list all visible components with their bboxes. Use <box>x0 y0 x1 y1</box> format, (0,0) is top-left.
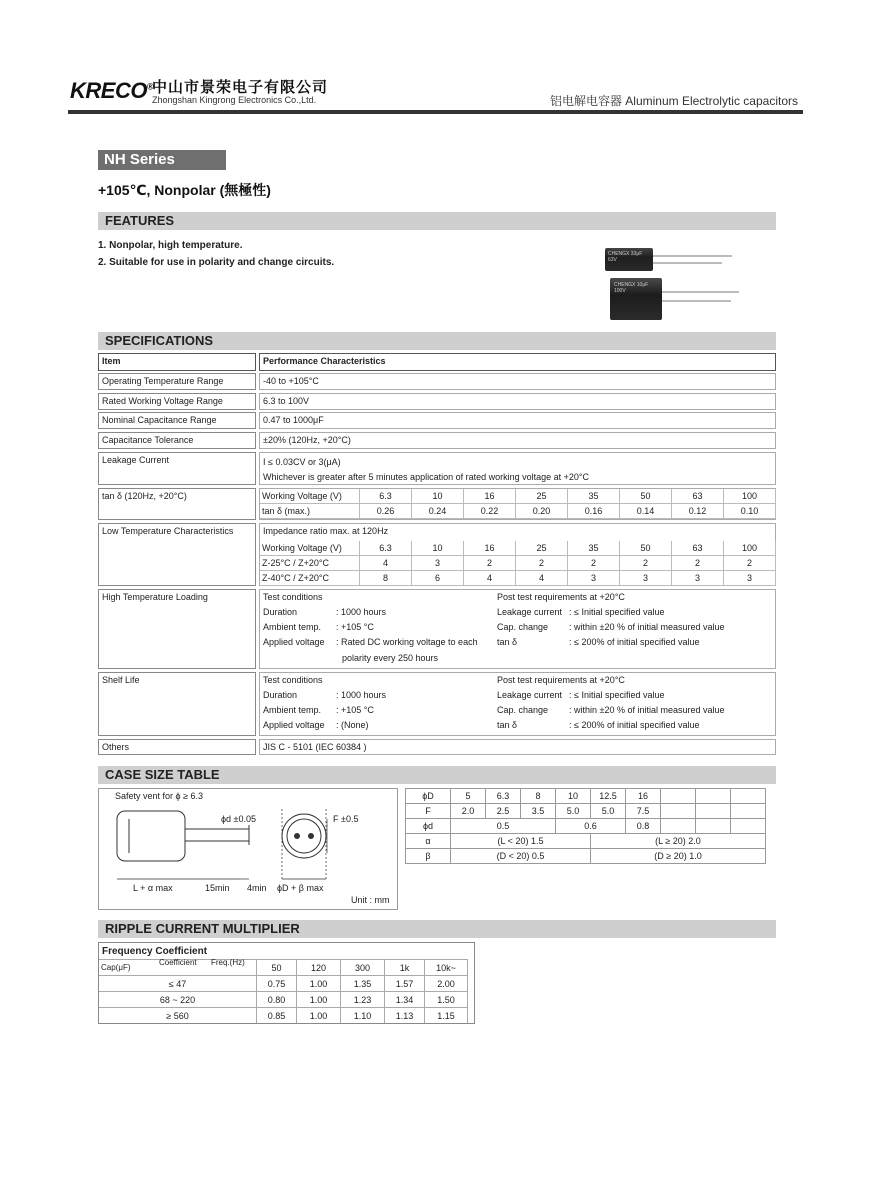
size-cell <box>696 819 731 834</box>
spec-label: Capacitance Tolerance <box>98 432 256 449</box>
ripple-corner-cell <box>99 959 257 975</box>
size-cell: 2.5 <box>486 804 521 819</box>
feature-item: 2. Suitable for use in polarity and change circuits. <box>98 257 335 268</box>
size-cell <box>731 789 766 804</box>
impedance-cell: 6.3 <box>360 541 412 556</box>
size-cell: 7.5 <box>626 804 661 819</box>
safety-vent-note: Safety vent for ϕ ≥ 6.3 <box>115 791 204 801</box>
cap-change-value: : within ±20 % of initial measured value <box>569 705 725 715</box>
impedance-cell: 2 <box>620 556 672 571</box>
impedance-cell: 2 <box>568 556 620 571</box>
spec-label: Leakage Current <box>98 452 256 485</box>
lead-min-4: 4min <box>247 883 267 893</box>
cap-range-cell: ≥ 560 <box>99 1007 257 1023</box>
impedance-cell: 2 <box>724 556 776 571</box>
spec-value: -40 to +105°C <box>259 373 776 390</box>
size-cell: 8 <box>521 789 556 804</box>
spec-label: High Temperature Loading <box>98 589 256 669</box>
low-temp-table <box>259 523 776 586</box>
tan-cell: 10 <box>412 489 464 504</box>
low-temp-grid <box>260 541 776 586</box>
spec-row-low-temp <box>98 523 776 586</box>
spec-row <box>98 393 776 410</box>
applied-value: : (None) <box>336 720 369 730</box>
duration-label: Duration <box>263 607 298 617</box>
impedance-row-label: Z-40°C / Z+20°C <box>260 571 360 586</box>
capacitor-photo-small <box>605 248 653 271</box>
ambient-label: Ambient temp. <box>263 622 322 632</box>
impedance-cell: 3 <box>568 571 620 586</box>
spec-value <box>259 452 776 485</box>
multiplier-cell: 1.35 <box>341 975 385 991</box>
case-size-heading: CASE SIZE TABLE <box>98 766 776 784</box>
size-cell <box>731 804 766 819</box>
tan-cell: 0.10 <box>724 504 776 519</box>
brand-name: KRECO <box>70 78 147 103</box>
tan-label: tan δ <box>497 637 518 647</box>
size-cell: 10 <box>556 789 591 804</box>
spec-label: Nominal Capacitance Range <box>98 412 256 429</box>
duration-value: : 1000 hours <box>336 607 387 617</box>
spec-label: Rated Working Voltage Range <box>98 393 256 410</box>
load-conditions <box>259 589 776 669</box>
size-cell <box>696 804 731 819</box>
applied-label: Applied voltage <box>263 720 325 730</box>
spec-row-others <box>98 739 776 755</box>
size-cell: (D ≥ 20) 1.0 <box>591 849 766 864</box>
capacitor-photo-large <box>610 278 662 320</box>
freq-axis-label: Freq.(Hz) <box>211 958 245 967</box>
brand-logo <box>70 78 153 104</box>
size-row-label: α <box>406 834 451 849</box>
tan-cell: 35 <box>568 489 620 504</box>
impedance-cell: 16 <box>464 541 516 556</box>
test-conditions-label: Test conditions <box>263 675 323 685</box>
cap-axis-label: Cap(μF) <box>101 963 131 972</box>
impedance-cell: 3 <box>412 556 464 571</box>
capacitor-print: CHENGX 10μF 100V <box>614 282 649 294</box>
size-cell: 12.5 <box>591 789 626 804</box>
post-test-label: Post test requirements at +20°C <box>497 592 625 602</box>
size-row-label: F <box>406 804 451 819</box>
capacitor-lead <box>661 291 739 293</box>
size-cell <box>661 804 696 819</box>
size-cell: 16 <box>626 789 661 804</box>
impedance-cell: 63 <box>672 541 724 556</box>
duration-label: Duration <box>263 690 298 700</box>
tan-cell: 50 <box>620 489 672 504</box>
multiplier-cell: 1.34 <box>385 991 425 1007</box>
tan-delta-grid <box>260 489 776 519</box>
multiplier-cell: 0.80 <box>257 991 297 1007</box>
capacitor-print: CHENGX 33μF 63V <box>608 251 643 263</box>
cap-change-value: : within ±20 % of initial measured value <box>569 622 725 632</box>
size-cell: (L < 20) 1.5 <box>451 834 591 849</box>
size-cell <box>661 789 696 804</box>
tan-cell: 0.26 <box>360 504 412 519</box>
freq-header-cell: 50 <box>257 959 297 975</box>
multiplier-cell: 2.00 <box>425 975 468 991</box>
size-row-label: ϕD <box>406 789 451 804</box>
capacitor-lead <box>652 255 732 257</box>
size-cell: 6.3 <box>486 789 521 804</box>
size-row-label: ϕd <box>406 819 451 834</box>
impedance-cell: 4 <box>360 556 412 571</box>
unit-label: Unit : mm <box>351 895 390 905</box>
length-label: L + α max <box>133 883 173 893</box>
impedance-cell: 3 <box>724 571 776 586</box>
impedance-cell: 35 <box>568 541 620 556</box>
tan-delta-table <box>259 488 776 520</box>
impedance-cell: 3 <box>672 571 724 586</box>
tan-cell: 0.22 <box>464 504 516 519</box>
case-dimension-diagram <box>98 788 398 910</box>
impedance-cell: 2 <box>464 556 516 571</box>
impedance-cell: 3 <box>620 571 672 586</box>
size-cell: 0.5 <box>451 819 556 834</box>
multiplier-cell: 1.50 <box>425 991 468 1007</box>
header-divider <box>68 110 803 114</box>
lead-spacing-tolerance: F ±0.5 <box>333 814 359 824</box>
multiplier-cell: 1.00 <box>297 991 341 1007</box>
document-title: 铝电解电容器 Aluminum Electrolytic capacitors <box>549 94 798 108</box>
post-test-label: Post test requirements at +20°C <box>497 675 625 685</box>
size-cell: (D < 20) 0.5 <box>451 849 591 864</box>
size-cell <box>696 789 731 804</box>
frequency-coefficient-title: Frequency Coefficient <box>102 946 208 957</box>
cap-change-label: Cap. change <box>497 705 549 715</box>
spec-value: 6.3 to 100V <box>259 393 776 410</box>
size-cell: 5 <box>451 789 486 804</box>
company-name-en: Zhongshan Kingrong Electronics Co.,Ltd. <box>152 95 317 105</box>
cap-range-cell: ≤ 47 <box>99 975 257 991</box>
size-row-label: β <box>406 849 451 864</box>
tan-cell: 100 <box>724 489 776 504</box>
size-cell: 0.8 <box>626 819 661 834</box>
size-cell: 3.5 <box>521 804 556 819</box>
impedance-row-label: Z-25°C / Z+20°C <box>260 556 360 571</box>
lead-min-15: 15min <box>205 883 230 893</box>
tan-cell: 0.14 <box>620 504 672 519</box>
coefficient-label: Coefficient <box>159 958 197 967</box>
series-subtitle: +105℃, Nonpolar (無極性) <box>98 182 271 198</box>
item-header: Item <box>98 353 256 371</box>
tan-cell: 0.20 <box>516 504 568 519</box>
spec-label: Low Temperature Characteristics <box>98 523 256 586</box>
spec-label: Others <box>98 739 256 755</box>
multiplier-cell: 0.75 <box>257 975 297 991</box>
leakage-value: : ≤ Initial specified value <box>569 607 665 617</box>
freq-header-cell: 1k <box>385 959 425 975</box>
spec-row <box>98 432 776 449</box>
leakage-formula: I ≤ 0.03CV or 3(μA) <box>263 457 341 467</box>
size-cell <box>731 819 766 834</box>
impedance-cell: 6 <box>412 571 464 586</box>
tan-cell: 16 <box>464 489 516 504</box>
leakage-note: Whichever is greater after 5 minutes application of rated working voltage at +20°C <box>263 472 590 482</box>
feature-item: 1. Nonpolar, high temperature. <box>98 240 243 251</box>
spec-row <box>98 412 776 429</box>
spec-value: 0.47 to 1000μF <box>259 412 776 429</box>
ambient-label: Ambient temp. <box>263 705 322 715</box>
leakage-label: Leakage current <box>497 607 563 617</box>
impedance-cell: 10 <box>412 541 464 556</box>
lead-diameter-tolerance: ϕd ±0.05 <box>221 814 257 824</box>
ambient-value: : +105 °C <box>336 622 374 632</box>
tan-value: : ≤ 200% of initial specified value <box>569 720 700 730</box>
company-name-cn: 中山市景荣电子有限公司 <box>152 79 329 96</box>
tan-label: tan δ <box>497 720 518 730</box>
spec-row-leakage <box>98 452 776 485</box>
registered-mark: ® <box>146 81 154 92</box>
impedance-cell: 2 <box>516 556 568 571</box>
multiplier-cell: 0.85 <box>257 1007 297 1023</box>
tan-cell: 6.3 <box>360 489 412 504</box>
freq-header-cell: 300 <box>341 959 385 975</box>
multiplier-cell: 1.23 <box>341 991 385 1007</box>
impedance-row-label: Working Voltage (V) <box>260 541 360 556</box>
capacitor-lead <box>661 300 731 302</box>
impedance-cell: 4 <box>464 571 516 586</box>
impedance-cell: 50 <box>620 541 672 556</box>
features-list <box>98 237 334 271</box>
test-conditions-label: Test conditions <box>263 592 323 602</box>
tan-value: : ≤ 200% of initial specified value <box>569 637 700 647</box>
freq-header-cell: 120 <box>297 959 341 975</box>
multiplier-cell: 1.15 <box>425 1007 468 1023</box>
spec-value: JIS C - 5101 (IEC 60384 ) <box>259 739 776 755</box>
tan-cell: 25 <box>516 489 568 504</box>
features-heading: FEATURES <box>98 212 776 230</box>
ripple-grid <box>99 959 474 1023</box>
spec-header-row <box>98 353 776 371</box>
tan-cell: 0.12 <box>672 504 724 519</box>
spec-label: tan δ (120Hz, +20°C) <box>98 488 256 520</box>
tan-cell: 63 <box>672 489 724 504</box>
shelf-conditions <box>259 672 776 736</box>
tan-row-label: tan δ (max.) <box>260 504 360 519</box>
impedance-title: Impedance ratio max. at 120Hz <box>263 526 389 536</box>
multiplier-cell: 1.10 <box>341 1007 385 1023</box>
spec-label: Operating Temperature Range <box>98 373 256 390</box>
specifications-heading: SPECIFICATIONS <box>98 332 776 350</box>
cap-range-cell: 68 ~ 220 <box>99 991 257 1007</box>
spec-row-tan-delta <box>98 488 776 520</box>
applied-value-cont: polarity every 250 hours <box>342 653 439 663</box>
impedance-cell: 4 <box>516 571 568 586</box>
ripple-table <box>98 942 475 1024</box>
size-cell: (L ≥ 20) 2.0 <box>591 834 766 849</box>
spec-row-load <box>98 589 776 669</box>
impedance-cell: 100 <box>724 541 776 556</box>
multiplier-cell: 1.57 <box>385 975 425 991</box>
impedance-cell: 25 <box>516 541 568 556</box>
ripple-heading: RIPPLE CURRENT MULTIPLIER <box>98 920 776 938</box>
leakage-label: Leakage current <box>497 690 563 700</box>
case-size-grid <box>405 788 766 864</box>
size-cell: 5.0 <box>591 804 626 819</box>
cap-change-label: Cap. change <box>497 622 549 632</box>
series-badge: NH Series <box>98 150 226 170</box>
diameter-label: ϕD + β max <box>277 883 324 893</box>
size-cell <box>661 819 696 834</box>
ambient-value: : +105 °C <box>336 705 374 715</box>
spec-row-shelf <box>98 672 776 736</box>
size-cell: 2.0 <box>451 804 486 819</box>
multiplier-cell: 1.00 <box>297 975 341 991</box>
multiplier-cell: 1.00 <box>297 1007 341 1023</box>
tan-cell: 0.24 <box>412 504 464 519</box>
spec-row <box>98 373 776 390</box>
tan-cell: 0.16 <box>568 504 620 519</box>
impedance-cell: 8 <box>360 571 412 586</box>
freq-header-cell: 10k~ <box>425 959 468 975</box>
multiplier-cell: 1.13 <box>385 1007 425 1023</box>
applied-label: Applied voltage <box>263 637 325 647</box>
spec-value: ±20% (120Hz, +20°C) <box>259 432 776 449</box>
leakage-value: : ≤ Initial specified value <box>569 690 665 700</box>
impedance-cell: 2 <box>672 556 724 571</box>
duration-value: : 1000 hours <box>336 690 387 700</box>
spec-label: Shelf Life <box>98 672 256 736</box>
tan-row-label: Working Voltage (V) <box>260 489 360 504</box>
performance-header: Performance Characteristics <box>259 353 776 371</box>
size-cell: 5.0 <box>556 804 591 819</box>
applied-value: : Rated DC working voltage to each <box>336 637 478 647</box>
capacitor-lead <box>652 262 722 264</box>
size-cell: 0.6 <box>556 819 626 834</box>
